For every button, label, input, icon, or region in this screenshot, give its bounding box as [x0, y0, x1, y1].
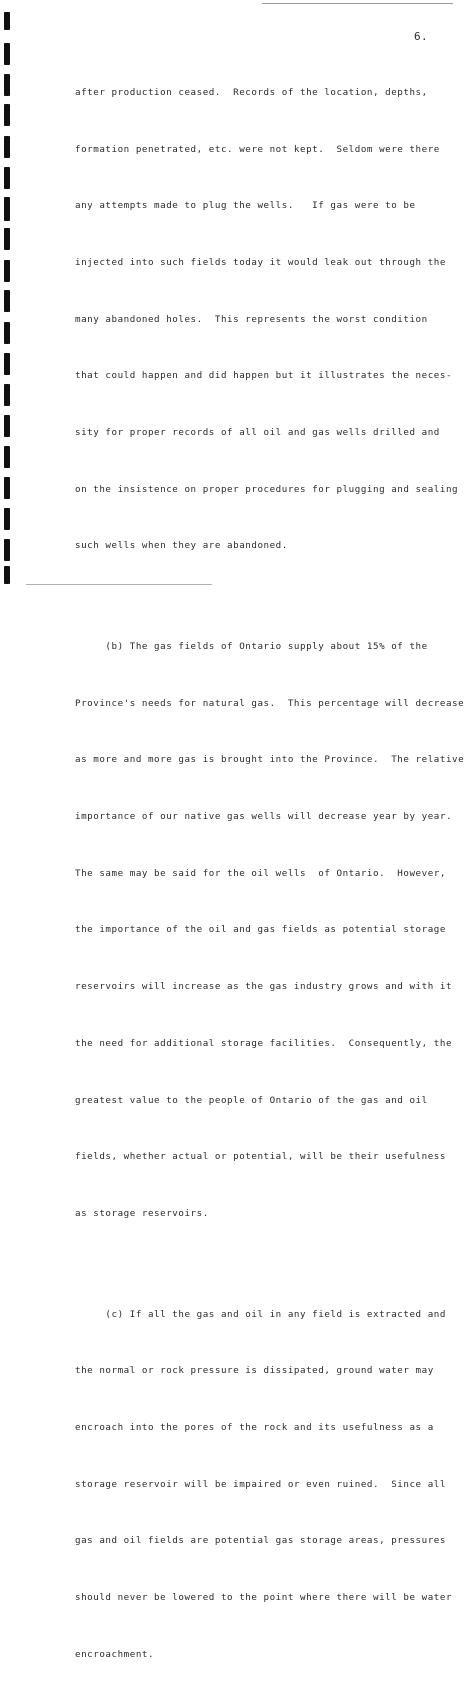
binding-mark	[4, 566, 10, 584]
text-line: importance of our native gas wells will decrease year by year.	[75, 811, 453, 823]
binding-mark	[4, 508, 10, 530]
text-line: The same may be said for the oil wells of Ontario. However,	[75, 867, 446, 879]
binding-mark	[4, 539, 10, 561]
text-line: reservoirs will increase as the gas industry grows and with it	[75, 981, 453, 993]
top-rule	[262, 3, 453, 4]
text-line: many abandoned holes. This represents the worst condition	[75, 313, 428, 325]
binding-mark	[4, 290, 10, 312]
binding-mark	[4, 384, 10, 406]
text-line: Province's needs for natural gas. This percentage will decrease	[75, 697, 464, 709]
binding-mark	[4, 74, 10, 96]
text-line: the importance of the oil and gas fields as potential storage	[75, 924, 446, 936]
binding-mark	[4, 104, 10, 126]
binding-mark	[4, 12, 10, 30]
text-line: greatest value to the people of Ontario of the gas and oil	[75, 1094, 428, 1106]
text-line: such wells when they are abandoned.	[75, 540, 288, 552]
text-line: on the insistence on proper procedures for plugging and sealing	[75, 483, 459, 495]
binding-mark	[4, 446, 10, 468]
binding-mark	[4, 43, 10, 65]
binding-marks	[4, 0, 12, 590]
text-line: encroach into the pores of the rock and its usefulness as a	[75, 1421, 434, 1433]
text-line: gas and oil fields are potential gas storage areas, pressures	[75, 1535, 446, 1547]
binding-mark	[4, 415, 10, 437]
text-line: encroachment.	[75, 1648, 155, 1660]
text-line: (b) The gas fields of Ontario supply about 15% of the	[75, 640, 428, 652]
binding-mark	[4, 228, 10, 250]
binding-mark	[4, 136, 10, 158]
page-number: 6.	[414, 30, 429, 43]
text-line: the need for additional storage facilities. Consequently, the	[75, 1037, 453, 1049]
binding-mark	[4, 260, 10, 282]
binding-mark	[4, 353, 10, 375]
text-line: that could happen and did happen but it illustrates the neces-	[75, 370, 453, 382]
text-line: as more and more gas is brought into the Province. The relative	[75, 754, 464, 766]
text-line: sity for proper records of all oil and gas wells drilled and	[75, 427, 440, 439]
paragraph-gap	[75, 594, 445, 600]
text-line: storage reservoir will be impaired or even ruined. Since all	[75, 1478, 446, 1490]
body-text	[75, 46, 464, 1684]
text-line: any attempts made to plug the wells. If gas were to be	[75, 200, 416, 212]
text-line: formation penetrated, etc. were not kept. Seldom were there	[75, 143, 440, 155]
paragraph-gap	[75, 1262, 445, 1268]
text-line: as storage reservoirs.	[75, 1207, 209, 1219]
text-line: after production ceased. Records of the location, depths,	[75, 86, 428, 98]
text-line: the normal or rock pressure is dissipated, ground water may	[75, 1365, 434, 1377]
text-line: (c) If all the gas and oil in any field is extracted and	[75, 1308, 446, 1320]
text-line: fields, whether actual or potential, will be their usefulness	[75, 1151, 446, 1163]
binding-mark	[4, 167, 10, 189]
binding-mark	[4, 477, 10, 499]
binding-mark	[4, 322, 10, 344]
text-line: injected into such fields today it would leak out through the	[75, 256, 446, 268]
binding-mark	[4, 197, 10, 221]
text-line: should never be lowered to the point where there will be water	[75, 1592, 453, 1604]
